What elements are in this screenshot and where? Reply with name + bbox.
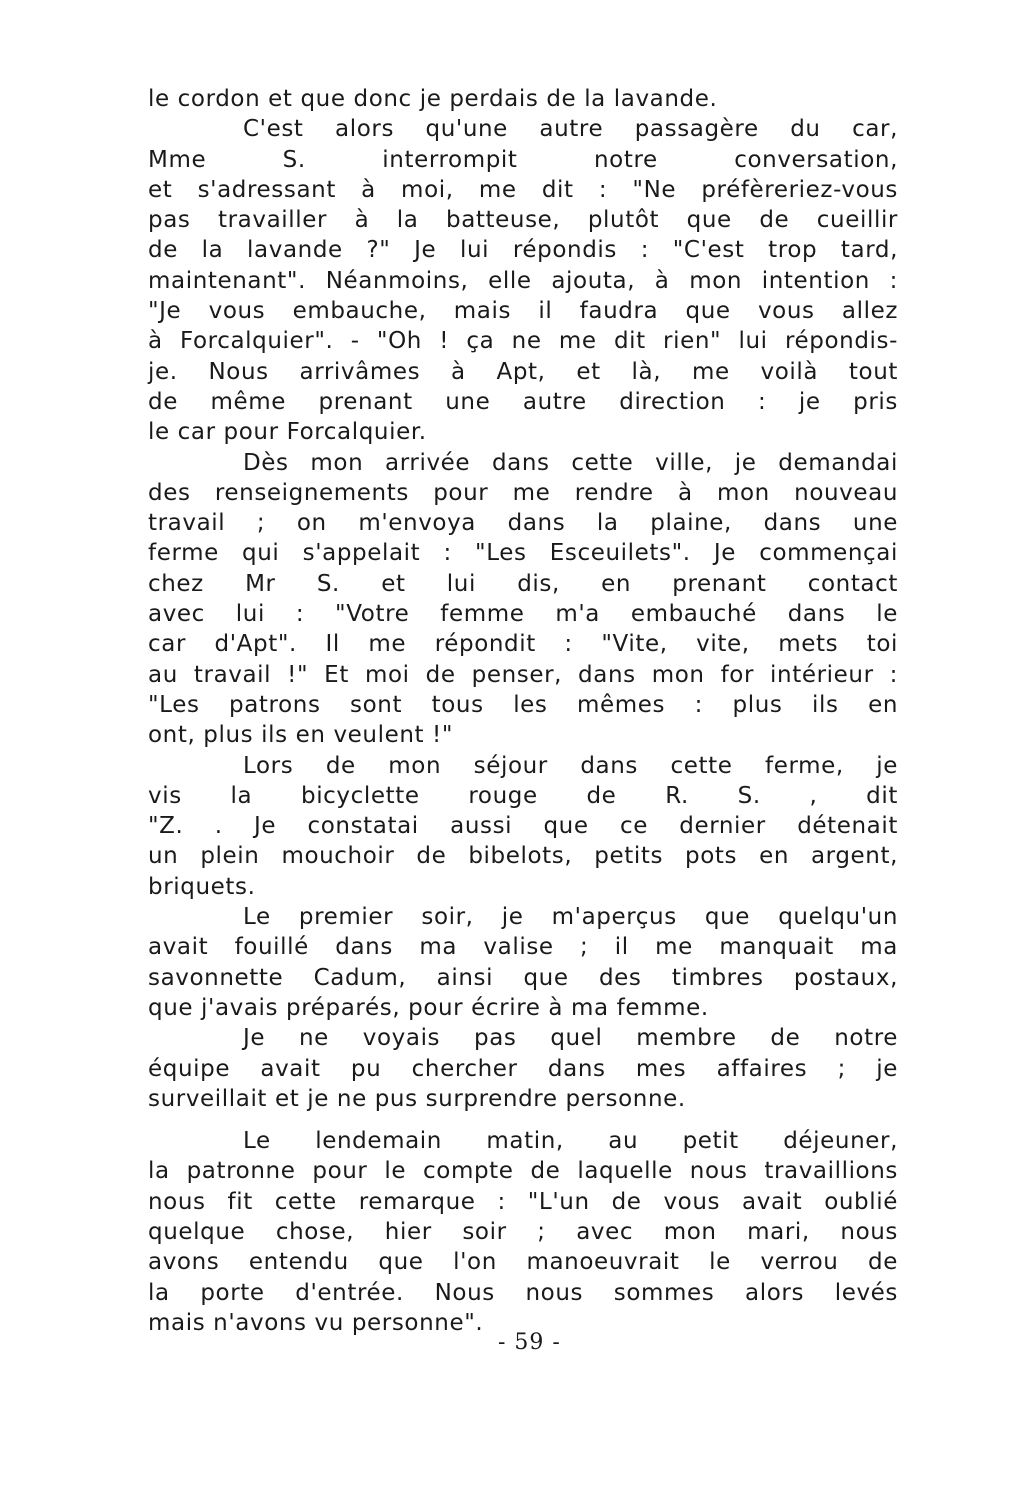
text-line: quelque chose, hier soir ; avec mon mari, nous [148, 1218, 898, 1245]
text-line: Mme S. interrompit notre conversation, [148, 146, 898, 173]
paragraph [148, 448, 898, 751]
text-line: la patronne pour le compte de laquelle nous travaillions [148, 1158, 898, 1185]
text-line: le car pour Forcalquier. [148, 419, 427, 446]
page-number: - 59 - [498, 1330, 561, 1355]
text-line: ont, plus ils en veulent !" [148, 722, 454, 749]
text-line: je. Nous arrivâmes à Apt, et là, me voilà tout [148, 358, 898, 385]
text-line: pas travailler à la batteuse, plutôt que de cueillir [148, 207, 898, 234]
text-line: briquets. [148, 873, 256, 900]
text-line: Dès mon arrivée dans cette ville, je demandai [243, 449, 898, 476]
text-line: avons entendu que l'on manoeuvrait le verrou de [148, 1249, 898, 1276]
text-line: travail ; on m'envoya dans la plaine, dans une [148, 510, 898, 537]
text-line: maintenant". Néanmoins, elle ajouta, à mon intention : [148, 267, 898, 294]
paragraph [148, 114, 898, 447]
text-line: chez Mr S. et lui dis, en prenant contact [148, 570, 898, 597]
text-line: surveillait et je ne pus surprendre personne. [148, 1085, 686, 1112]
text-line: des renseignements pour me rendre à mon nouveau [148, 479, 898, 506]
text-line: le cordon et que donc je perdais de la lavande. [148, 86, 718, 112]
text-line: Le premier soir, je m'aperçus que quelqu'un [243, 904, 898, 931]
text-line: Lors de mon séjour dans cette ferme, je [243, 752, 898, 779]
text-line: car d'Apt". Il me répondit : "Vite, vite, mets toi [148, 631, 898, 658]
text-line: à Forcalquier". - "Oh ! ça ne me dit rien" lui répondis- [148, 328, 898, 355]
paragraph [148, 1126, 898, 1338]
text-line: avait fouillé dans ma valise ; il me manquait ma [148, 934, 898, 961]
text-line: "Je vous embauche, mais il faudra que vous allez [148, 298, 898, 325]
paragraph [148, 1023, 898, 1114]
text-line: Le lendemain matin, au petit déjeuner, [243, 1128, 898, 1155]
text-line: ferme qui s'appelait : "Les Esceuilets". Je commençai [148, 540, 898, 567]
text-line: avec lui : "Votre femme m'a embauché dans le [148, 601, 898, 628]
paragraph-spacer [148, 1114, 898, 1126]
text-line: au travail !" Et moi de penser, dans mon for intérieur : [148, 661, 898, 688]
text-line: vis la bicyclette rouge de R. S. , dit [148, 782, 898, 809]
text-line: Je ne voyais pas quel membre de notre [243, 1025, 898, 1052]
text-line: "Z. . Je constatai aussi que ce dernier détenait [148, 813, 898, 840]
body-text [148, 84, 898, 1338]
text-line: que j'avais préparés, pour écrire à ma femme. [148, 994, 709, 1021]
text-line: de la lavande ?" Je lui répondis : "C'est trop tard, [148, 237, 898, 264]
text-line: et s'adressant à moi, me dit : "Ne préfèreriez-vous [148, 176, 898, 203]
text-line: nous fit cette remarque : "L'un de vous avait oublié [148, 1188, 898, 1215]
text-line: "Les patrons sont tous les mêmes : plus ils en [148, 691, 898, 718]
text-line: équipe avait pu chercher dans mes affaires ; je [148, 1055, 898, 1082]
text-line: savonnette Cadum, ainsi que des timbres postaux, [148, 964, 898, 991]
paragraph [148, 84, 898, 114]
paragraph [148, 751, 898, 902]
text-line: un plein mouchoir de bibelots, petits pots en argent, [148, 843, 898, 870]
text-line: la porte d'entrée. Nous nous sommes alors levés [148, 1279, 898, 1306]
text-line: C'est alors qu'une autre passagère du car, [243, 116, 898, 143]
text-line: de même prenant une autre direction : je pris [148, 388, 898, 415]
paragraph [148, 902, 898, 1023]
text-line: mais n'avons vu personne". [148, 1309, 484, 1336]
